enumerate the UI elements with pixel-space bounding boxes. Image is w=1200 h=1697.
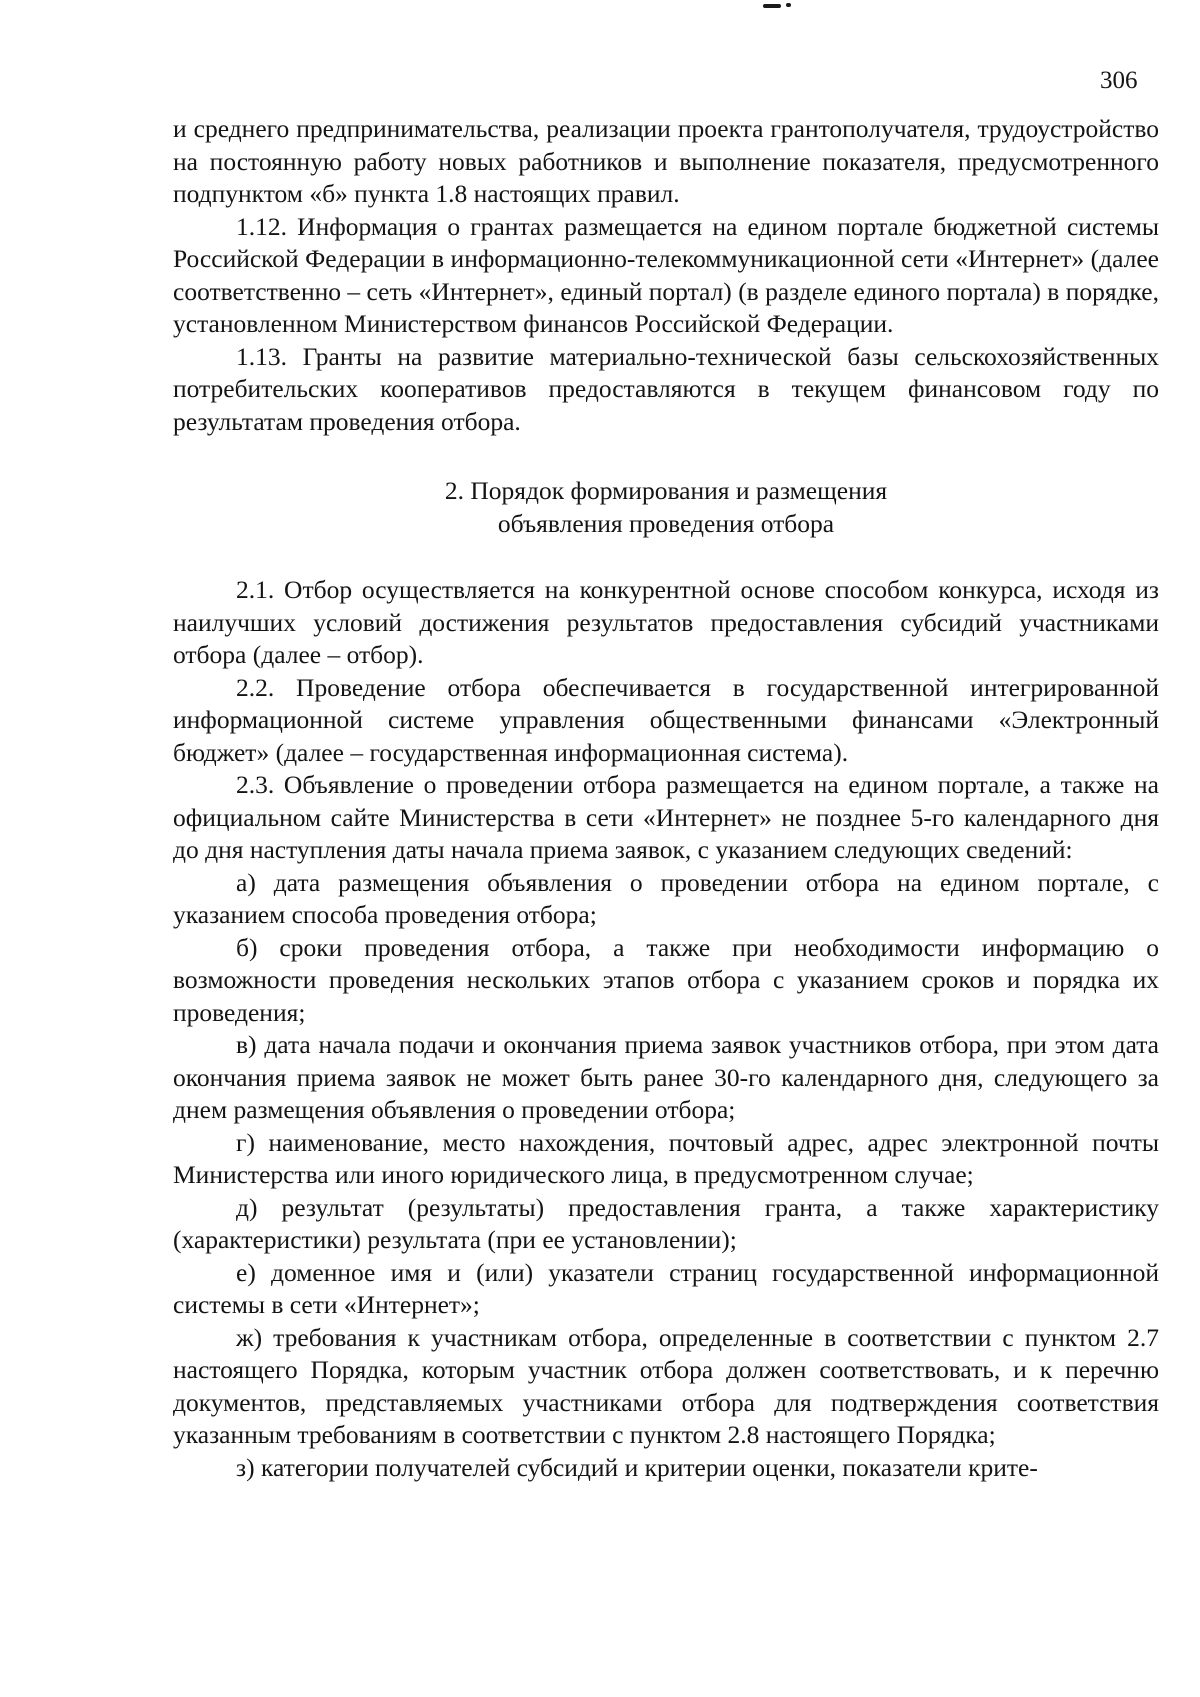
paragraph-continuation: и среднего предпринимательства, реализации проекта грантополучателя, трудоустройство на постоянную работу новых работников и выполнение показателя, предусмотренного подпунктом «б» пункта 1.8 настоящих правил. xyxy=(173,114,1159,208)
document-body xyxy=(173,113,1159,1484)
paragraph-1-12: 1.12. Информация о грантах размещается на едином портале бюджетной системы Российской Федерации в информационно-телекоммуникационной сети «Интернет» (далее соответственно – сеть «Интернет», единый портал) (в разделе единого портала) в порядке, установленном Министерством финансов Российской Федерации. xyxy=(173,211,1159,338)
list-item-v: в) дата начала подачи и окончания приема заявок участников отбора, при этом дата окончания приема заявок не может быть ранее 30-го календарного дня, следующего за днем размещения объявления о проведении отбора; xyxy=(173,1030,1159,1124)
list-item-b: б) сроки проведения отбора, а также при необходимости информацию о возможности проведения нескольких этапов отбора с указанием сроков и порядка их проведения; xyxy=(173,932,1159,1027)
list-item-e: е) доменное имя и (или) указатели страниц государственной информационной системы в сети «Интернет»; xyxy=(173,1257,1159,1319)
section-title-line-2: объявления проведения отбора xyxy=(497,509,835,538)
paragraph-2-1: 2.1. Отбор осуществляется на конкурентной основе способом конкурса, исходя из наилучших условий достижения результатов предоставления субсидий участниками отбора (далее – отбор). xyxy=(173,575,1159,669)
list-item-g: г) наименование, место нахождения, почтовый адрес, адрес электронной почты Министерства или иного юридического лица, в предусмотренном случае; xyxy=(173,1127,1159,1189)
paragraph-2-2: 2.2. Проведение отбора обеспечивается в государственной интегрированной информационной системе управления общественными финансами «Электронный бюджет» (далее – государственная информационная система). xyxy=(173,672,1159,767)
list-item-a: а) дата размещения объявления о проведении отбора на едином портале, с указанием способа проведения отбора; xyxy=(173,867,1159,929)
list-item-d: д) результат (результаты) предоставления гранта, а также характеристику (характеристики) результата (при ее установлении); xyxy=(173,1192,1159,1254)
scan-artifact xyxy=(763,4,781,8)
section-title-line-1: 2. Порядок формирования и размещения xyxy=(444,476,888,505)
section-title xyxy=(173,474,1159,540)
scan-artifact xyxy=(786,3,791,7)
list-item-zh: ж) требования к участникам отбора, определенные в соответствии с пунктом 2.7 настоящего Порядка, которым участник отбора должен соответствовать, и к перечню документов, представляемых участниками отбора для подтверждения соответствия указанным требованиям в соответствии с пунктом 2.8 настоящего Порядка; xyxy=(173,1322,1159,1449)
page-number: 306 xyxy=(1100,67,1138,94)
paragraph-1-13: 1.13. Гранты на развитие материально-технической базы сельскохозяйственных потребительских кооперативов предоставляются в текущем финансовом году по результатам проведения отбора. xyxy=(173,341,1159,436)
list-item-z: з) категории получателей субсидий и критерии оценки, показатели крите- xyxy=(236,1452,1038,1482)
paragraph-2-3: 2.3. Объявление о проведении отбора размещается на едином портале, а также на официальном сайте Министерства в сети «Интернет» не позднее 5-го календарного дня до дня наступления даты начала приема заявок, с указанием следующих сведений: xyxy=(173,770,1159,864)
